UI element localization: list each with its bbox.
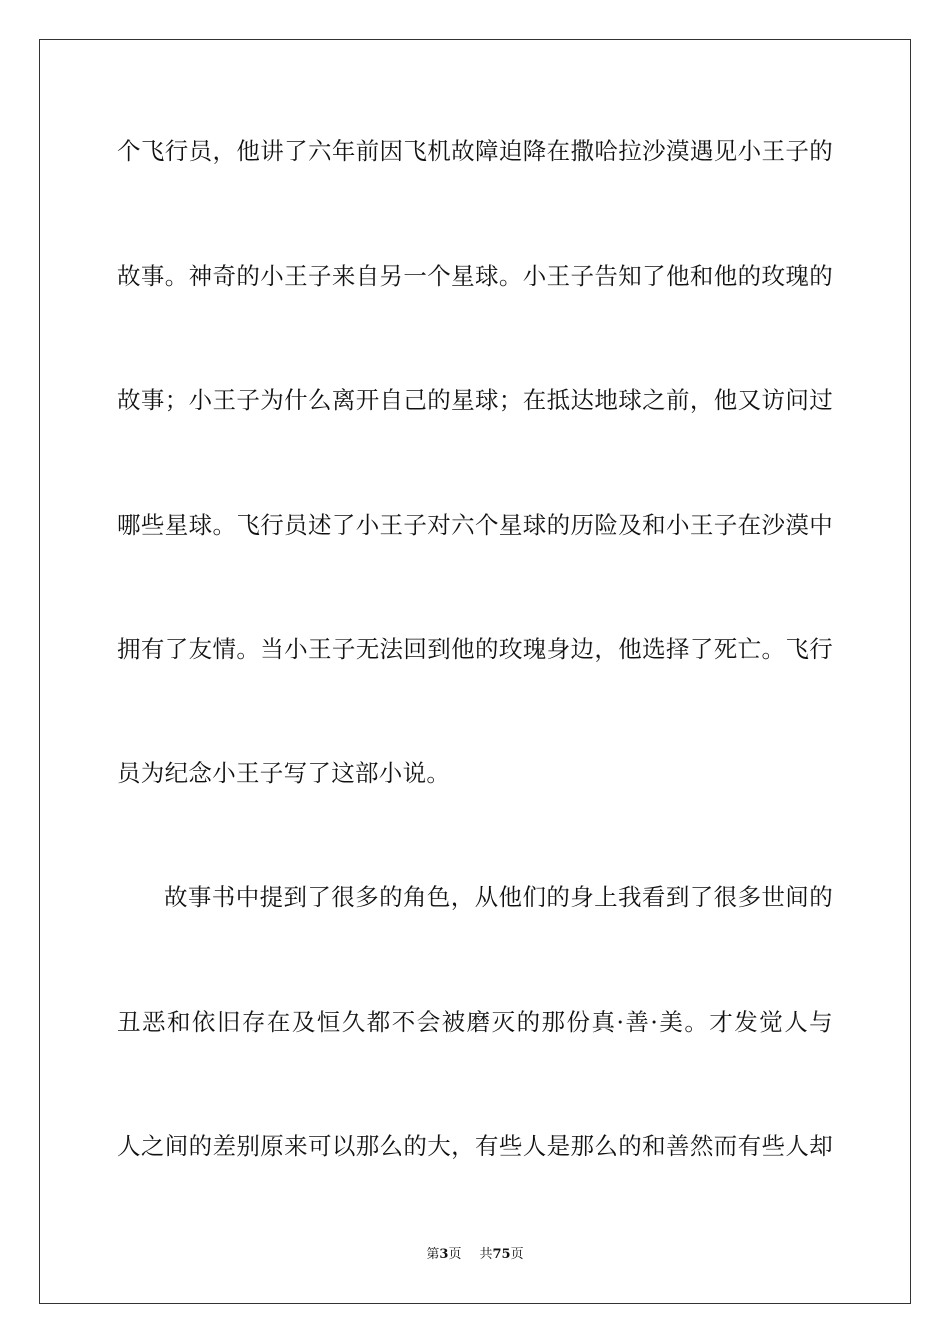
text-line-3: 故事；小王子为什么离开自己的星球；在抵达地球之前，他又访问过	[117, 386, 833, 414]
total-suffix: 页	[510, 1247, 524, 1262]
text-line-5: 拥有了友情。当小王子无法回到他的玫瑰身边，他选择了死亡。飞行	[117, 635, 833, 663]
text-line-4: 哪些星球。飞行员述了小王子对六个星球的历险及和小王子在沙漠中	[117, 511, 833, 539]
total-page-count: 75	[492, 1247, 511, 1262]
page-footer	[0, 1246, 950, 1264]
text-line-9: 人之间的差别原来可以那么的大，有些人是那么的和善然而有些人却	[117, 1132, 833, 1160]
text-line-7-paragraph-start: 故事书中提到了很多的角色，从他们的身上我看到了很多世间的	[164, 883, 833, 911]
total-prefix: 共	[479, 1247, 493, 1262]
page-prefix: 第	[426, 1247, 440, 1262]
text-line-8: 丑恶和依旧存在及恒久都不会被磨灭的那份真·善·美。才发觉人与	[117, 1008, 833, 1036]
text-line-6: 员为纪念小王子写了这部小说。	[117, 759, 451, 787]
text-line-1: 个飞行员，他讲了六年前因飞机故障迫降在撒哈拉沙漠遇见小王子的	[117, 137, 833, 165]
page-border	[39, 39, 911, 1304]
page-suffix: 页	[448, 1247, 462, 1262]
current-page-number: 3	[439, 1247, 449, 1262]
text-line-2: 故事。神奇的小王子来自另一个星球。小王子告知了他和他的玫瑰的	[117, 262, 833, 290]
